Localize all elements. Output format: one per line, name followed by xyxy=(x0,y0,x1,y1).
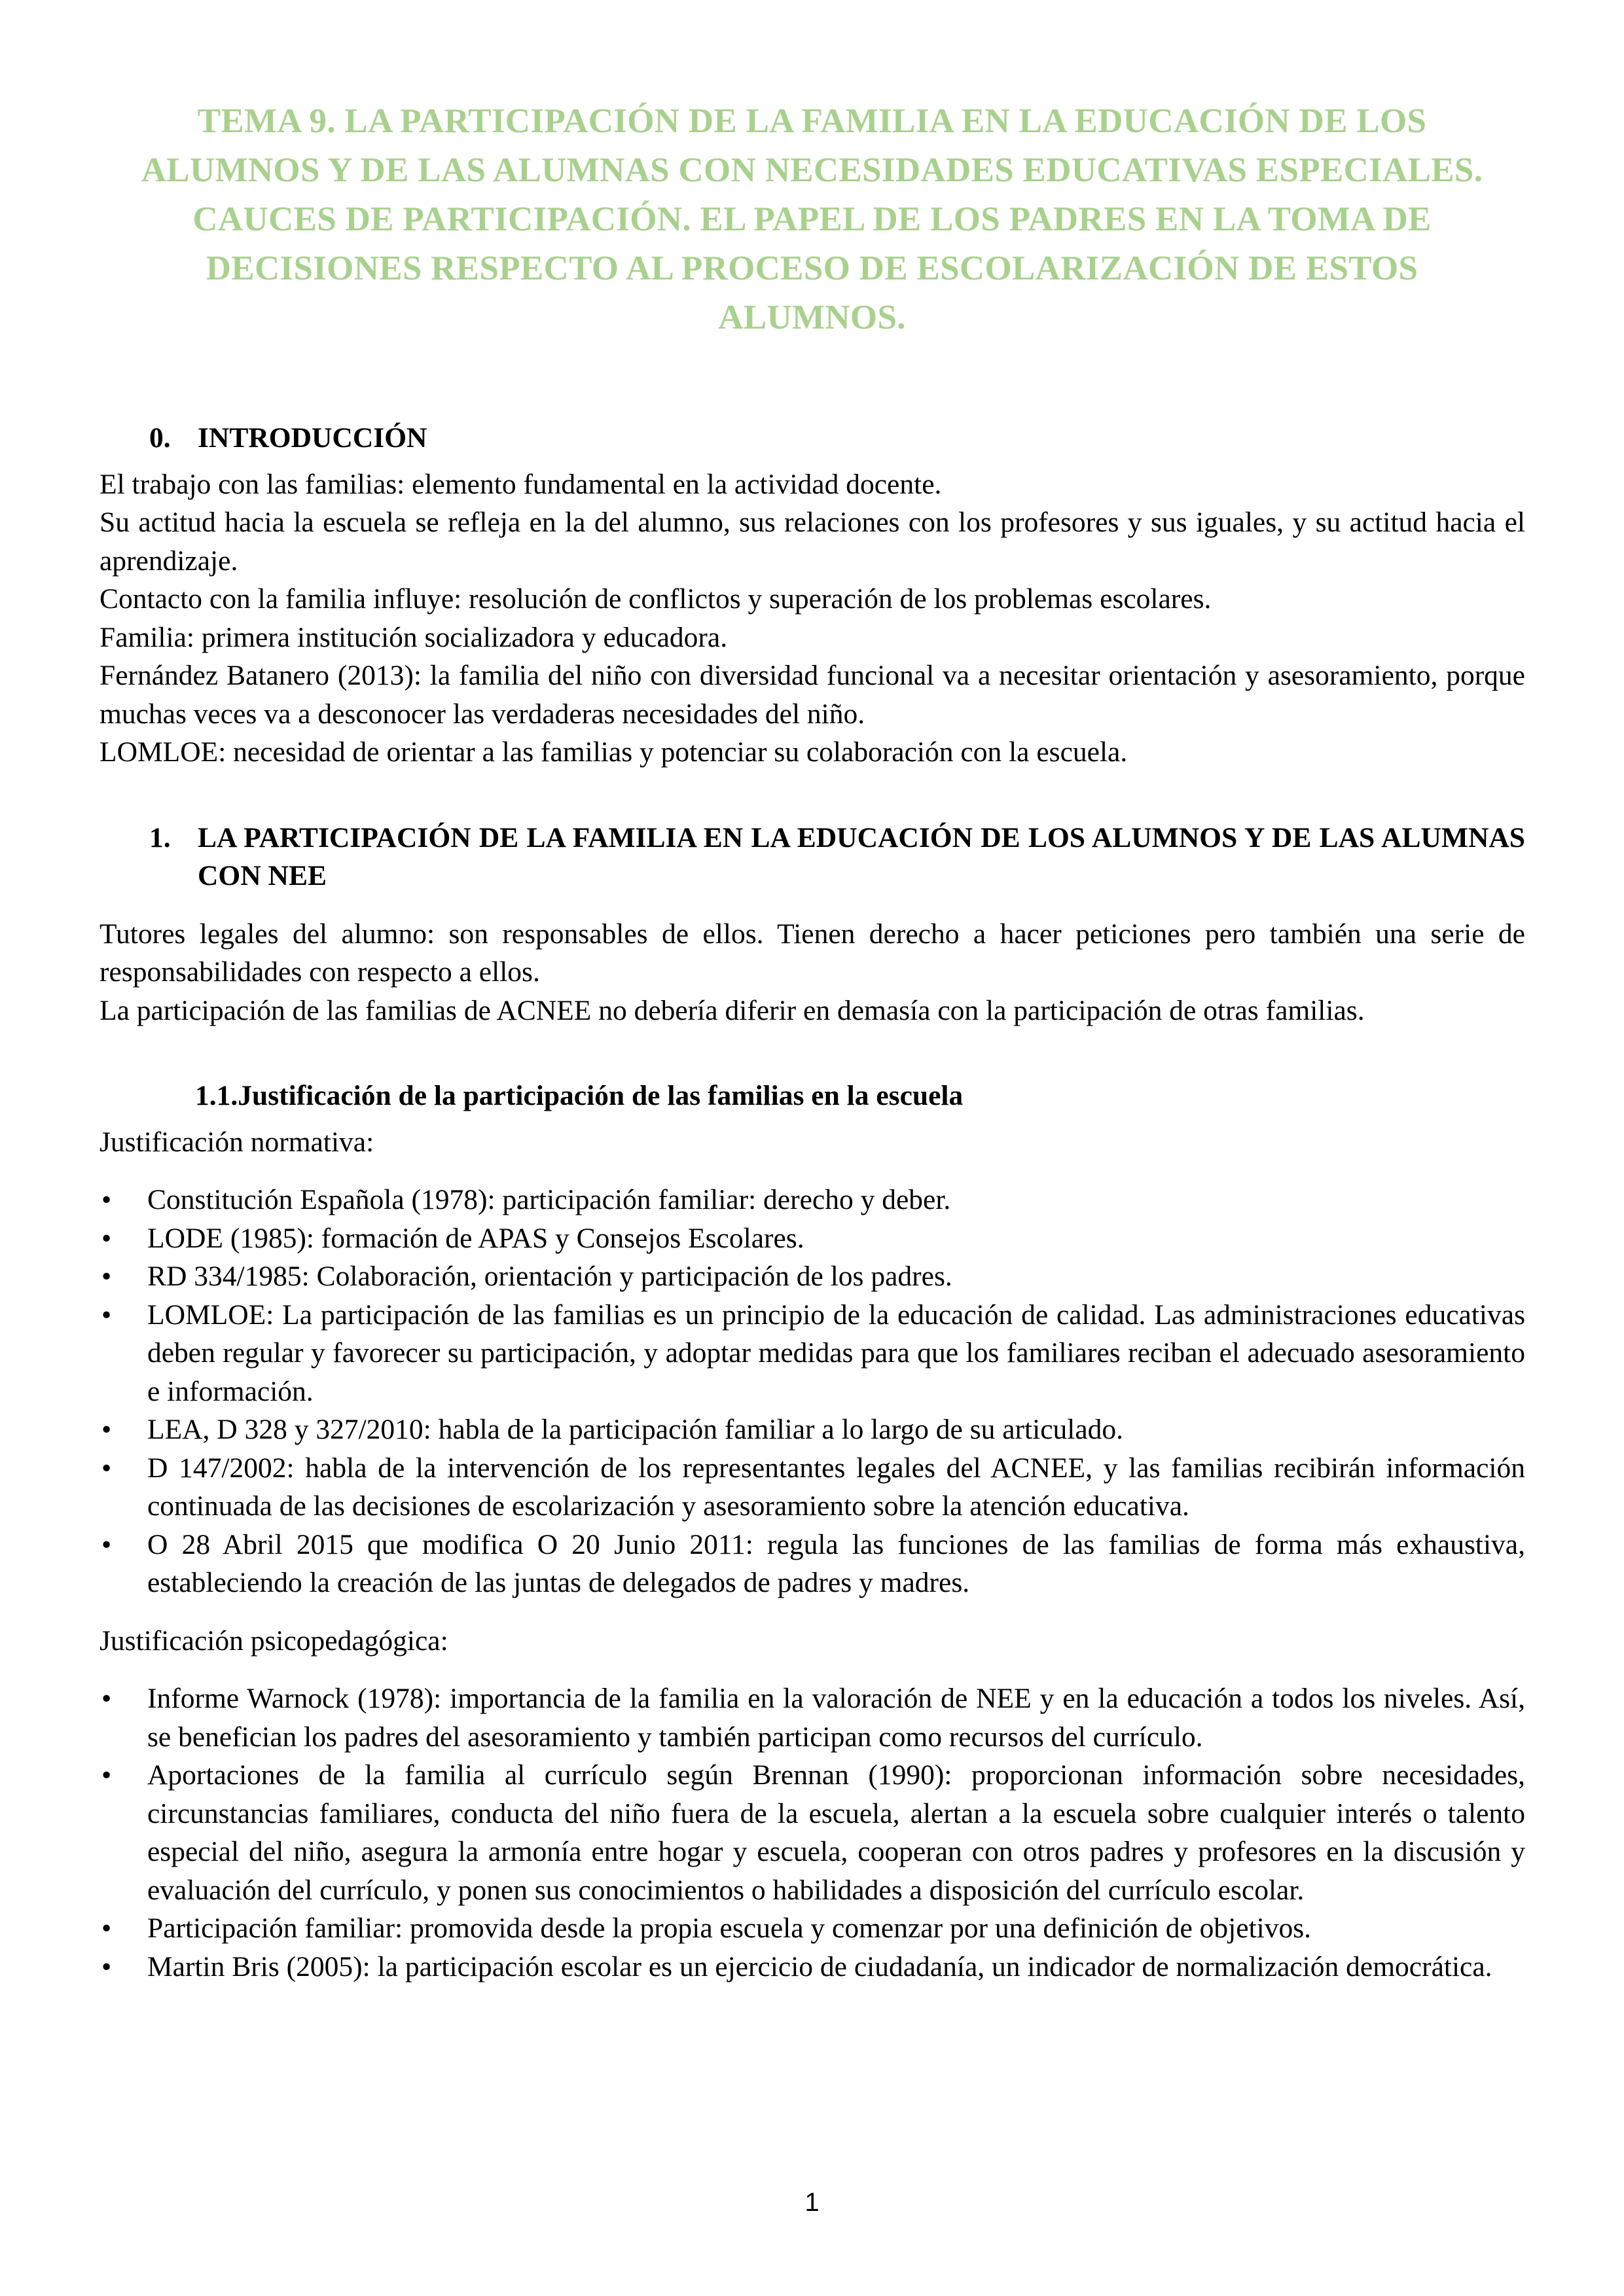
section-1-number: 1. xyxy=(149,821,171,853)
bullet-icon: • xyxy=(101,1261,112,1292)
normativa-label: Justificación normativa: xyxy=(99,1126,374,1158)
bullet-icon: • xyxy=(101,1299,112,1331)
bullet-icon: • xyxy=(101,1683,112,1714)
section-1-paragraph: La participación de las familias de ACNEE no debería diferir en demasía con la participación de otras familias. xyxy=(99,994,1365,1026)
section-1-title: LA PARTICIPACIÓN DE LA FAMILIA EN LA EDUCACIÓN DE LOS ALUMNOS Y DE LAS ALUMNAS CON NEE xyxy=(198,821,1525,891)
list-item: • RD 334/1985: Colaboración, orientación y participación de los padres. xyxy=(99,1257,1525,1296)
section-0-heading xyxy=(99,419,1525,457)
list-item: • Participación familiar: promovida desde la propia escuela y comenzar por una definición de objetivos. xyxy=(99,1909,1525,1948)
list-item: • Aportaciones de la familia al currículo según Brennan (1990): proporcionan información sobre necesidades, circunstancias familiares, conducta del niño fuera de la escuela, alertan a la escuela sobre cualquier interés o talento especial del niño, asegura la armonía entre hogar y escuela, cooperan con otros padres y profesores en la discusión y evaluación del currículo, y ponen sus conocimientos o habilidades a disposición del currículo escolar. xyxy=(99,1756,1525,1909)
page-number: 1 xyxy=(804,2188,820,2217)
bullet-icon: • xyxy=(101,1912,112,1944)
list-item: • D 147/2002: habla de la intervención de los representantes legales del ACNEE, y las familias recibirán información continuada de las decisiones de escolarización y asesoramiento sobre la atención educativa. xyxy=(99,1449,1525,1526)
intro-paragraph: LOMLOE: necesidad de orientar a las familias y potenciar su colaboración con la escuela. xyxy=(99,736,1128,768)
list-item: • Informe Warnock (1978): importancia de la familia en la valoración de NEE y en la educación a todos los niveles. Así, se benefician los padres del asesoramiento y también participan como recursos del currículo. xyxy=(99,1679,1525,1756)
bullet-icon: • xyxy=(101,1759,112,1791)
psicopedagogica-list xyxy=(99,1679,1525,1986)
subsection-1-1-heading: 1.1.Justificación de la participación de las familias en la escuela xyxy=(195,1080,964,1111)
intro-paragraph: Fernández Batanero (2013): la familia del niño con diversidad funcional va a necesitar orientación y asesoramiento, porque muchas veces va a desconocer las verdaderas necesidades del niño. xyxy=(99,660,1525,730)
section-1-paragraph: Tutores legales del alumno: son responsables de ellos. Tienen derecho a hacer peticiones pero también una serie de responsabilidades con respecto a ellos. xyxy=(99,918,1525,988)
bullet-icon: • xyxy=(101,1528,112,1560)
list-item: • LEA, D 328 y 327/2010: habla de la participación familiar a lo largo de su articulado. xyxy=(99,1410,1525,1449)
normativa-list xyxy=(99,1181,1525,1602)
bullet-icon: • xyxy=(101,1414,112,1445)
intro-paragraph: Familia: primera institución socializadora y educadora. xyxy=(99,621,728,653)
bullet-icon: • xyxy=(101,1222,112,1254)
intro-paragraph: El trabajo con las familias: elemento fundamental en la actividad docente. xyxy=(99,468,942,500)
list-item: • LODE (1985): formación de APAS y Consejos Escolares. xyxy=(99,1219,1525,1258)
intro-paragraph: Su actitud hacia la escuela se refleja en la del alumno, sus relaciones con los profesores y sus iguales, y su actitud hacia el aprendizaje. xyxy=(99,507,1525,577)
list-item: • O 28 Abril 2015 que modifica O 20 Junio 2011: regula las funciones de las familias de forma más exhaustiva, estableciendo la creación de las juntas de delegados de padres y madres. xyxy=(99,1526,1525,1602)
psicopedagogica-label: Justificación psicopedagógica: xyxy=(99,1624,448,1657)
document-title: TEMA 9. LA PARTICIPACIÓN DE LA FAMILIA EN LA EDUCACIÓN DE LOS ALUMNOS Y DE LAS ALUMNAS CON NECESIDADES EDUCATIVAS ESPECIALES. CAUCES DE PARTICIPACIÓN. EL PAPEL DE LOS PADRES EN LA TOMA DE DECISIONES RESPECTO AL PROCESO DE ESCOLARIZACIÓN DE ESTOS ALUMNOS. xyxy=(141,102,1483,336)
section-0-number: 0. xyxy=(149,422,171,454)
list-item: • LOMLOE: La participación de las familias es un principio de la educación de calidad. Las administraciones educativas deben regular y favorecer su participación, y adoptar medidas para que los familiares reciban el adecuado asesoramiento e información. xyxy=(99,1296,1525,1411)
bullet-icon: • xyxy=(101,1452,112,1484)
intro-paragraph: Contacto con la familia influye: resolución de conflictos y superación de los problemas escolares. xyxy=(99,583,1212,615)
list-item: • Martin Bris (2005): la participación escolar es un ejercicio de ciudadanía, un indicador de normalización democrática. xyxy=(99,1948,1525,1986)
section-1-heading xyxy=(99,819,1525,895)
document-body xyxy=(99,419,1525,1986)
bullet-icon: • xyxy=(101,1950,112,1982)
section-0-title: INTRODUCCIÓN xyxy=(198,422,427,454)
bullet-icon: • xyxy=(101,1184,112,1215)
list-item: • Constitución Española (1978): participación familiar: derecho y deber. xyxy=(99,1181,1525,1219)
